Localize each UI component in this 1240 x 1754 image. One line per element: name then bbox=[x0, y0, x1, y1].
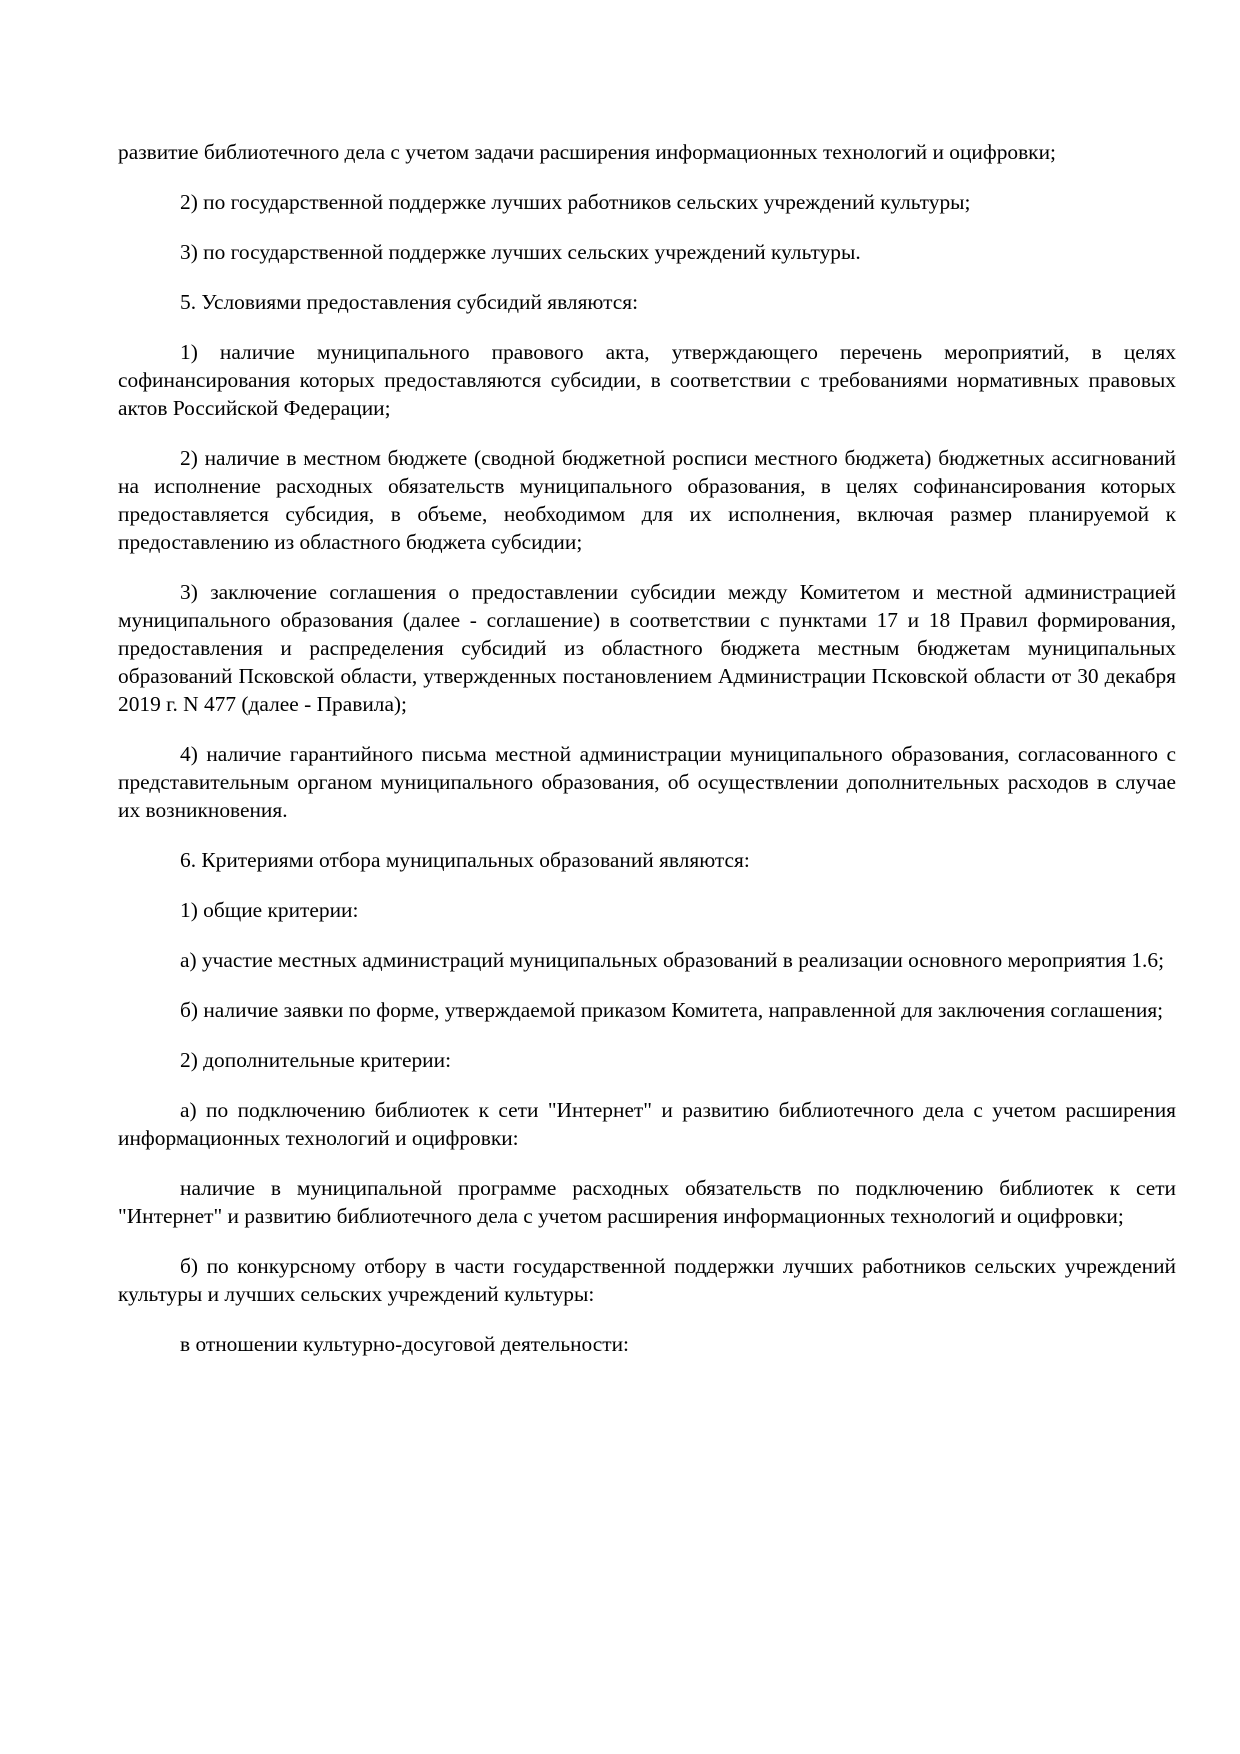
paragraph: 2) по государственной поддержке лучших работников сельских учреждений культуры; bbox=[180, 190, 971, 214]
paragraph: 5. Условиями предоставления субсидий являются: bbox=[180, 290, 639, 314]
paragraph: развитие библиотечного дела с учетом задачи расширения информационных технологий и оцифровки; bbox=[118, 140, 1056, 164]
paragraph: 3) по государственной поддержке лучших сельских учреждений культуры. bbox=[180, 240, 861, 264]
paragraph: 1) общие критерии: bbox=[180, 898, 359, 922]
paragraph: а) по подключению библиотек к сети "Интернет" и развитию библиотечного дела с учетом расширения информационных технологий и оцифровки: bbox=[118, 1098, 1176, 1150]
paragraph: наличие в муниципальной программе расходных обязательств по подключению библиотек к сети "Интернет" и развитию библиотечного дела с учетом расширения информационных технологий и оцифровки; bbox=[118, 1176, 1176, 1228]
paragraph: б) по конкурсному отбору в части государственной поддержки лучших работников сельских учреждений культуры и лучших сельских учреждений культуры: bbox=[118, 1254, 1176, 1306]
paragraph: а) участие местных администраций муниципальных образований в реализации основного мероприятия 1.6; bbox=[180, 948, 1165, 972]
document-page bbox=[118, 138, 1176, 1380]
paragraph: 4) наличие гарантийного письма местной администрации муниципального образования, согласованного с представительным органом муниципального образования, об осуществлении дополнительных расходов в случае их возникновения. bbox=[118, 742, 1176, 822]
paragraph: б) наличие заявки по форме, утверждаемой приказом Комитета, направленной для заключения соглашения; bbox=[180, 998, 1164, 1022]
paragraph: 2) наличие в местном бюджете (сводной бюджетной росписи местного бюджета) бюджетных ассигнований на исполнение расходных обязательств муниципального образования, в целях софинансирования которых предоставляется субсидия, в объеме, необходимом для их исполнения, включая размер планируемой к предоставлению из областного бюджета субсидии; bbox=[118, 446, 1176, 554]
paragraph: 3) заключение соглашения о предоставлении субсидии между Комитетом и местной администрацией муниципального образования (далее - соглашение) в соответствии с пунктами 17 и 18 Правил формирования, предоставления и распределения субсидий из областного бюджета местным бюджетам муниципальных образований Псковской области, утвержденных постановлением Администрации Псковской области от 30 декабря 2019 г. N 477 (далее - Правила); bbox=[118, 580, 1176, 716]
paragraph: 6. Критериями отбора муниципальных образований являются: bbox=[180, 848, 750, 872]
paragraph: в отношении культурно-досуговой деятельности: bbox=[180, 1332, 629, 1356]
paragraph: 2) дополнительные критерии: bbox=[180, 1048, 452, 1072]
paragraph: 1) наличие муниципального правового акта, утверждающего перечень мероприятий, в целях софинансирования которых предоставляются субсидии, в соответствии с требованиями нормативных правовых актов Российской Федерации; bbox=[118, 340, 1176, 420]
